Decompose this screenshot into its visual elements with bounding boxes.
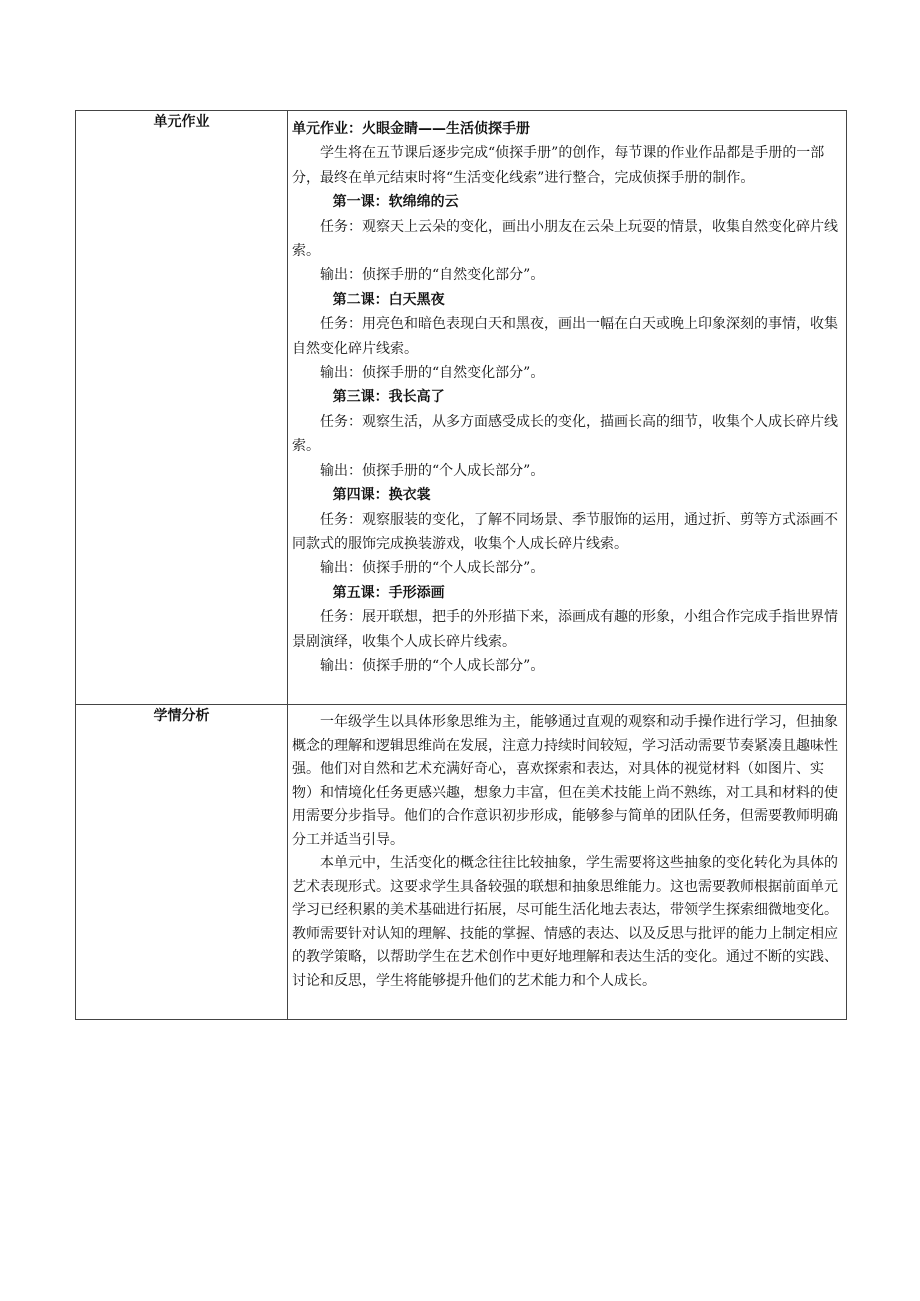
lesson-4-task: 任务：观察服装的变化，了解不同场景、季节服饰的运用，通过折、剪等方式添画不同款式的服饰完成换装游戏，收集个人成长碎片线索。 bbox=[292, 511, 838, 552]
lesson-4-output: 输出：侦探手册的“个人成长部分”。 bbox=[320, 560, 545, 577]
lesson-3-task: 任务：观察生活，从多方面感受成长的变化，描画长高的细节，收集个人成长碎片线索。 bbox=[292, 413, 838, 455]
lesson-3-title: 第三课：我长高了 bbox=[332, 389, 445, 406]
lesson-5-output: 输出：侦探手册的“个人成长部分”。 bbox=[320, 657, 545, 674]
lesson-1-output: 输出：侦探手册的“自然变化部分”。 bbox=[320, 267, 545, 284]
plan-table bbox=[75, 110, 847, 1020]
lesson-1-title: 第一课：软绵绵的云 bbox=[332, 194, 459, 211]
analysis-paragraph-2: 本单元中，生活变化的概念往往比较抽象，学生需要将这些抽象的变化转化为具体的艺术表现形式。这要求学生具备较强的联想和抽象思维能力。这也需要教师根据前面单元学习已经积累的美术基础进行拓展，尽可能生活化地去表达，带领学生探索细微地变化。教师需要针对认知的理解、技能的掌握、情感的表达、以及反思与批评的能力上制定相应的教学策略，以帮助学生在艺术创作中更好地理解和表达生活的变化。通过不断的实践、讨论和反思，学生将能够提升他们的艺术能力和个人成长。 bbox=[292, 855, 838, 989]
analysis-content bbox=[288, 705, 847, 1020]
lesson-1-task: 任务：观察天上云朵的变化，画出小朋友在云朵上玩耍的情景，收集自然变化碎片线索。 bbox=[292, 218, 838, 260]
analysis-row bbox=[76, 705, 847, 1020]
homework-intro: 学生将在五节课后逐步完成“侦探手册”的创作，每节课的作业作品都是手册的一部分，最终在单元结束时将“生活变化线索”进行整合，完成侦探手册的制作。 bbox=[292, 145, 825, 186]
lesson-2-title: 第二课：白天黑夜 bbox=[332, 291, 445, 308]
analysis-paragraph-1: 一年级学生以具体形象思维为主，能够通过直观的观察和动手操作进行学习，但抽象概念的理解和逻辑思维尚在发展，注意力持续时间较短，学习活动需要节奏紧凑且趣味性强。他们对自然和艺术充满好奇心，喜欢探索和表达，对具体的视觉材料（如图片、实物）和情境化任务更感兴趣，想象力丰富，但在美术技能上尚不熟练，对工具和材料的使用需要分步指导。他们的合作意识初步形成，能够参与简单的团队任务，但需要教师明确分工并适当引导。 bbox=[292, 714, 838, 848]
lesson-2-task: 任务：用亮色和暗色表现白天和黑夜，画出一幅在白天或晚上印象深刻的事情，收集自然变化碎片线索。 bbox=[292, 316, 838, 357]
homework-title: 单元作业：火眼金睛——生活侦探手册 bbox=[292, 121, 530, 137]
lesson-4-title: 第四课：换衣裳 bbox=[332, 487, 431, 504]
lesson-5-title: 第五课：手形添画 bbox=[332, 584, 445, 601]
homework-content bbox=[288, 111, 847, 705]
lesson-2-output: 输出：侦探手册的“自然变化部分”。 bbox=[320, 365, 545, 382]
lesson-3-output: 输出：侦探手册的“个人成长部分”。 bbox=[320, 462, 545, 479]
analysis-label: 学情分析 bbox=[76, 705, 288, 1020]
homework-label: 单元作业 bbox=[76, 111, 288, 705]
lesson-5-task: 任务：展开联想，把手的外形描下来，添画成有趣的形象，小组合作完成手指世界情景剧演绎，收集个人成长碎片线索。 bbox=[292, 609, 838, 650]
homework-row bbox=[76, 111, 847, 705]
